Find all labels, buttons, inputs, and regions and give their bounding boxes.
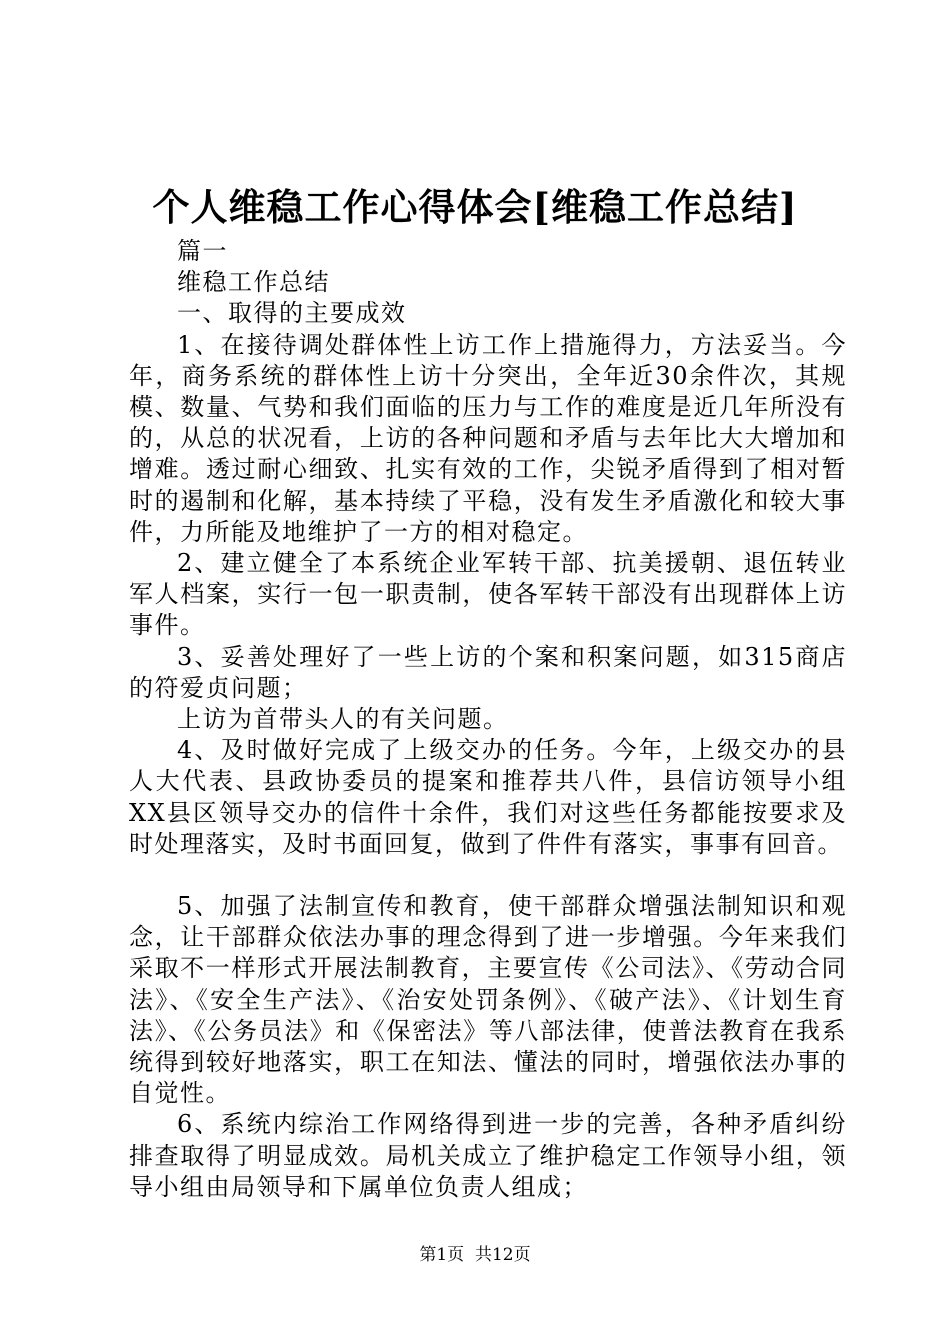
paragraph-item-4: 4、及时做好完成了上级交办的任务。今年，上级交办的县人大代表、县政协委员的提案和推荐共八件，县信访领导小组XX县区领导交办的信件十余件，我们对这些任务都能按要求及时处理落实，及时书面回复，做到了件件有落实，事事有回音。 bbox=[129, 736, 847, 858]
subsection-heading: 一、取得的主要成效 bbox=[177, 299, 407, 328]
paragraph-item-1: 1、在接待调处群体性上访工作上措施得力，方法妥当。今年，商务系统的群体性上访十分突出，全年近30余件次，其规模、数量、气势和我们面临的压力与工作的难度是近几年所没有的，从总的状况看，上访的各种问题和矛盾与去年比大大增加和增难。透过耐心细致、扎实有效的工作，尖锐矛盾得到了相对暂时的遏制和化解，基本持续了平稳，没有发生矛盾激化和较大事件，力所能及地维护了一方的相对稳定。 bbox=[129, 330, 847, 546]
paragraph-item-6: 6、系统内综治工作网络得到进一步的完善，各种矛盾纠纷排查取得了明显成效。局机关成立了维护稳定工作领导小组，领导小组由局领导和下属单位负责人组成； bbox=[129, 1110, 847, 1201]
paragraph-item-2: 2、建立健全了本系统企业军转干部、抗美援朝、退伍转业军人档案，实行一包一职责制，使各军转干部没有出现群体上访事件。 bbox=[129, 549, 847, 640]
document-body bbox=[129, 236, 847, 1203]
page-title: 个人维稳工作心得体会[维稳工作总结] bbox=[152, 185, 798, 229]
paragraph-item-5: 5、加强了法制宣传和教育，使干部群众增强法制知识和观念，让干部群众依法办事的理念得到了进一步增强。今年来我们采取不一样形式开展法制教育，主要宣传《公司法》、《劳动合同法》、《安全生产法》、《治安处罚条例》、《破产法》、《计划生育法》、《公务员法》和《保密法》等八部法律，使普法教育在我系统得到较好地落实，职工在知法、懂法的同时，增强依法办事的自觉性。 bbox=[129, 892, 847, 1108]
paragraph-item-3-continued: 上访为首带头人的有关问题。 bbox=[177, 705, 509, 734]
page-number-footer: 第1页 共12页 bbox=[419, 1245, 531, 1265]
section-label: 篇一 bbox=[177, 237, 228, 265]
section-heading: 维稳工作总结 bbox=[177, 268, 330, 297]
paragraph-item-3: 3、妥善处理好了一些上访的个案和积案问题，如315商店的符爱贞问题； bbox=[129, 642, 847, 702]
